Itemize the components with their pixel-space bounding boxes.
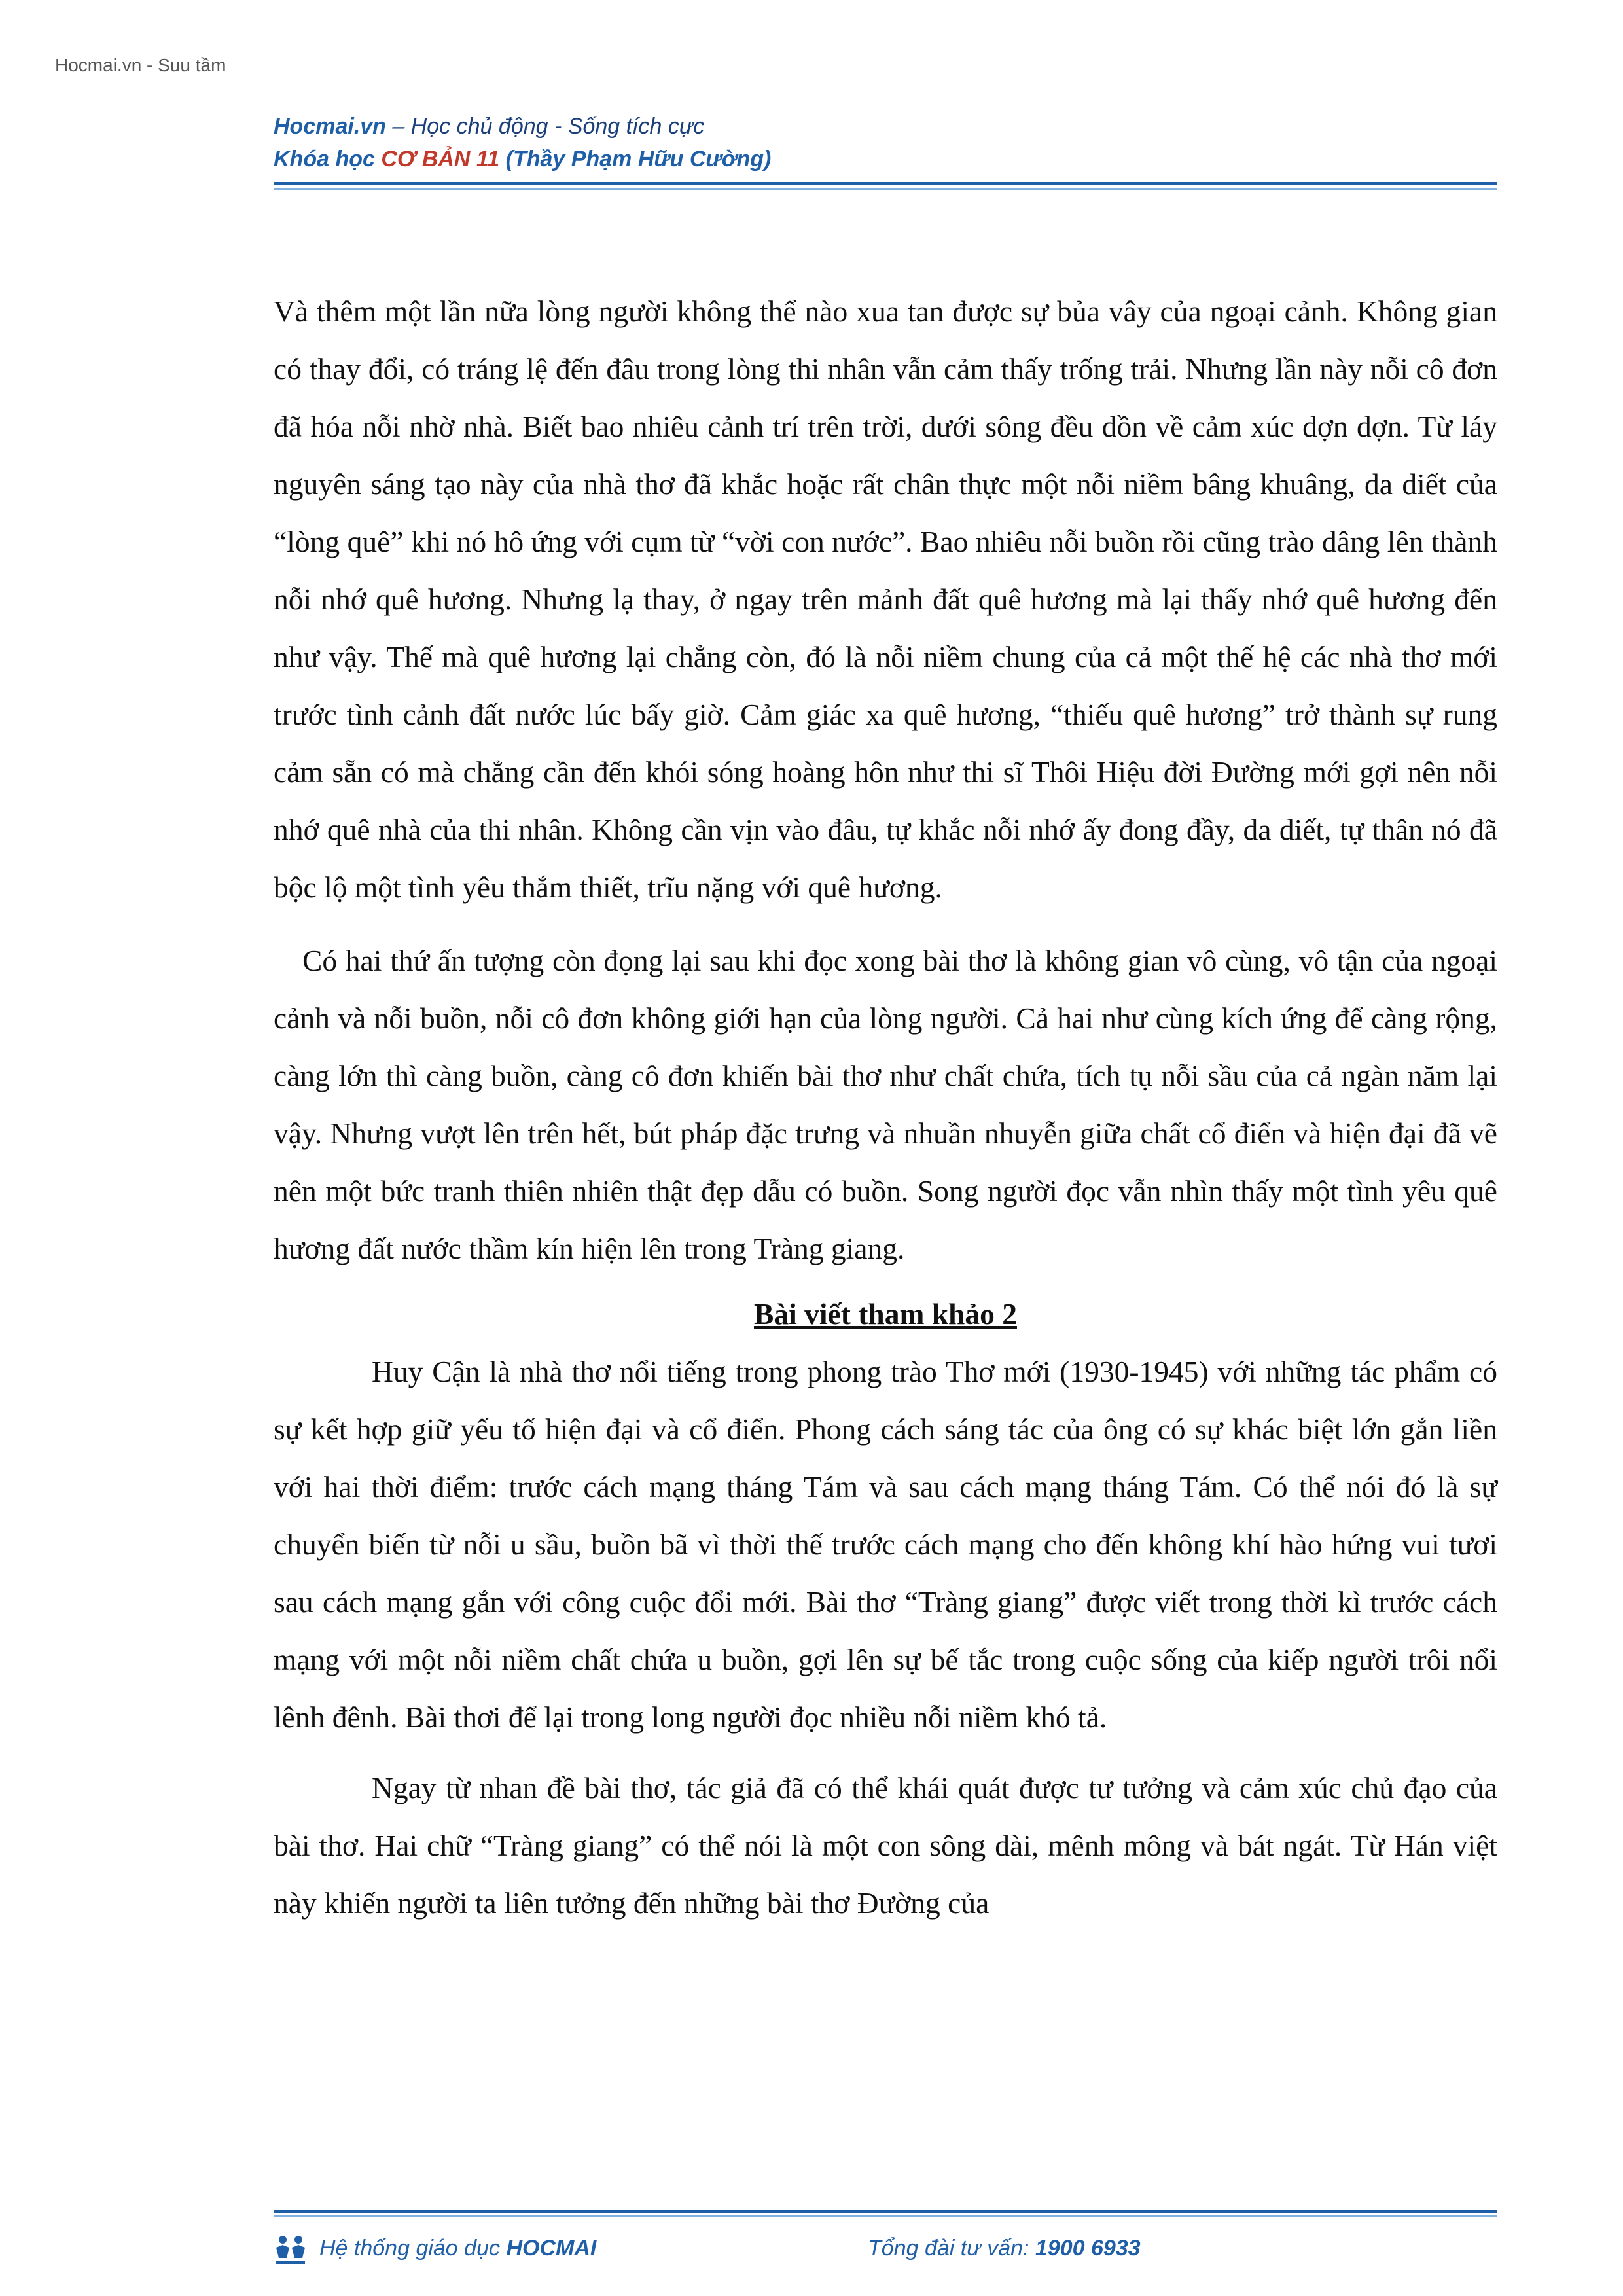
footer-system xyxy=(319,2236,596,2261)
hocmai-logo-icon xyxy=(274,2232,308,2266)
page-footer xyxy=(274,2232,1497,2271)
document-body xyxy=(274,283,1497,1932)
watermark-text: Hocmai.vn - Suu tầm xyxy=(55,55,226,75)
footer-hotline xyxy=(868,2236,1141,2261)
header-course: Khóa học xyxy=(274,147,382,171)
paragraph-2: Có hai thứ ấn tượng còn đọng lại sau khi đọc xong bài thơ là không gian vô cùng, vô tận của ngoại cảnh và nỗi buồn, nỗi cô đơn không giới hạn của lòng người. Cả hai như cùng kích ứng để càng rộng, càng lớn thì càng buồn, càng cô đơn khiến bài thơ như chất chứa, tích tụ nỗi sầu của cả ngàn năm lại vậy. Nhưng vượt lên trên hết, bút pháp đặc trưng và nhuần nhuyễn giữa chất cổ điển và hiện đại đã vẽ nên một bức tranh thiên nhiên thật đẹp dẫu có buồn. Song người đọc vẫn nhìn thấy một tình yêu quê hương đất nước thầm kín hiện lên trong Tràng giang. xyxy=(274,944,1497,1265)
header-slogan: – Học chủ động - Sống tích cực xyxy=(385,114,705,139)
section-title: Bài viết tham khảo 2 xyxy=(754,1297,1017,1331)
paragraph-3: Huy Cận là nhà thơ nổi tiếng trong phong trào Thơ mới (1930-1945) với những tác phẩm có sự kết hợp giữ yếu tố hiện đại và cổ điển. Phong cách sáng tác của ông có sự khác biệt lớn gắn liền với hai thời điểm: trước cách mạng tháng Tám và sau cách mạng tháng Tám. Có thể nói đó là sự chuyển biến từ nỗi u sầu, buồn bã vì thời thế trước cách mạng cho đến không khí hào hứng vui tươi sau cách mạng gắn với công cuộc đổi mới. Bài thơ “Tràng giang” được viết trong thời kì trước cách mạng với một nỗi niềm chất chứa u buồn, gợi lên sự bế tắc trong cuộc sống của kiếp người trôi nổi lênh đênh. Bài thơi để lại trong long người đọc nhiều nỗi niềm khó tả. xyxy=(274,1355,1497,1734)
header-teacher: (Thầy Phạm Hữu Cường) xyxy=(499,147,772,171)
footer-divider xyxy=(274,2210,1497,2217)
footer-hotline-number[interactable]: 1900 6933 xyxy=(1035,2236,1141,2261)
paragraph-1: Và thêm một lần nữa lòng người không thể nào xua tan được sự bủa vây của ngoại cảnh. Không gian có thay đổi, có tráng lệ đến đâu trong lòng thi nhân vẫn cảm thấy trống trải. Nhưng lần này nỗi cô đơn đã hóa nỗi nhờ nhà. Biết bao nhiêu cảnh trí trên trời, dưới sông đều dồn về cảm xúc dợn dợn. Từ láy nguyên sáng tạo này của nhà thơ đã khắc hoặc rất chân thực một nỗi niềm bâng khuâng, da diết của “lòng quê” khi nó hô ứng với cụm từ “vời con nước”. Bao nhiêu nỗi buồn rồi cũng trào dâng lên thành nỗi nhớ quê hương. Nhưng lạ thay, ở ngay trên mảnh đất quê hương mà lại thấy nhớ quê hương đến như vậy. Thế mà quê hương lại chẳng còn, đó là nỗi niềm chung của cả một thế hệ các nhà thơ mới trước tình cảnh đất nước lúc bấy giờ. Cảm giác xa quê hương, “thiếu quê hương” trở thành sự rung cảm sẵn có mà chẳng cần đến khói sóng hoàng hôn như thi sĩ Thôi Hiệu đời Đường mới gợi nên nỗi nhớ quê nhà của thi nhân. Không cần vịn vào đâu, tự khắc nỗi nhớ ấy đong đầy, da diết, tự thân nó đã bộc lộ một tình yêu thắm thiết, trĩu nặng với quê hương. xyxy=(274,295,1497,904)
header-brand[interactable]: Hocmai.vn xyxy=(274,114,386,139)
footer-system-name: HOCMAI xyxy=(506,2236,597,2261)
page-header xyxy=(274,110,1497,175)
header-course-level: CƠ BẢN 11 xyxy=(381,147,500,171)
footer-system-prefix: Hệ thống giáo dục xyxy=(319,2236,507,2261)
header-divider xyxy=(274,182,1497,190)
header-line-2 xyxy=(274,143,1497,175)
footer-hotline-prefix: Tổng đài tư vấn: xyxy=(868,2236,1035,2261)
header-line-1 xyxy=(274,110,1497,143)
paragraph-4: Ngay từ nhan đề bài thơ, tác giả đã có thể khái quát được tư tưởng và cảm xúc chủ đạo của bài thơ. Hai chữ “Tràng giang” có thể nói là một con sông dài, mênh mông và bát ngát. Từ Hán việt này khiến người ta liên tưởng đến những bài thơ Đường của xyxy=(274,1771,1497,1920)
